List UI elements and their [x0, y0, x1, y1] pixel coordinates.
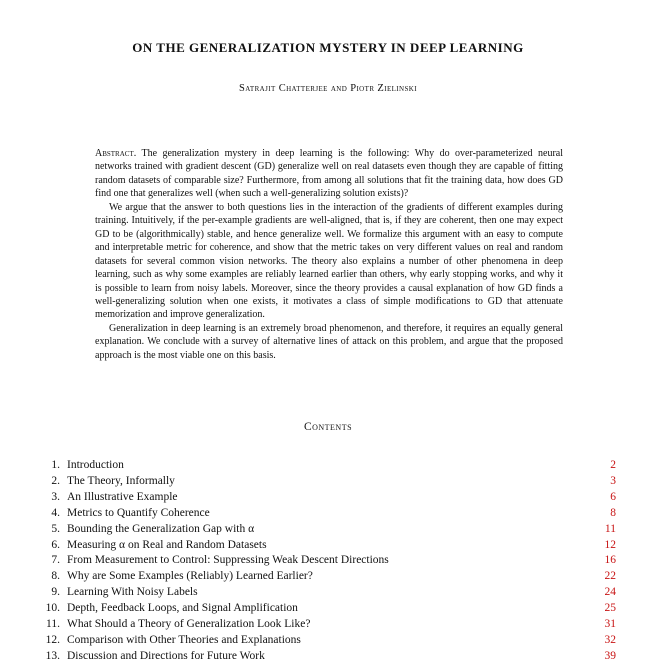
toc-entry-page-link[interactable]: 25 — [604, 602, 616, 615]
toc-entry-title: From Measurement to Control: Suppressing Weak Descent Directions — [67, 554, 389, 567]
abstract-paragraph: Generalization in deep learning is an extremely broad phenomenon, and therefore, it requires an equally general explanation. We conclude with a survey of alternative lines of attack on this problem, and argue that the proposed approach is the most viable one on this basis. — [95, 322, 563, 361]
toc-entry-page-link[interactable]: 11 — [604, 522, 616, 535]
toc-entry-number: 9. — [51, 586, 60, 599]
toc-entry-number: 11. — [46, 618, 60, 631]
toc-entry-page-link[interactable]: 6 — [610, 490, 616, 503]
toc-entry-number: 2. — [51, 474, 60, 487]
toc-entry-number: 3. — [51, 490, 60, 503]
toc-entry-number: 13. — [45, 649, 60, 662]
toc-entry-title: An Illustrative Example — [67, 490, 178, 503]
toc-entry-page-link[interactable]: 3 — [610, 474, 616, 487]
toc-entry-page-link[interactable]: 8 — [610, 506, 616, 519]
toc-entry-title: Learning With Noisy Labels — [67, 586, 198, 599]
contents-heading: Contents — [303, 421, 353, 433]
paper-authors: Satrajit Chatterjee and Piotr Zielinski — [239, 83, 417, 94]
toc-entry-title: What Should a Theory of Generalization Look Like? — [67, 618, 311, 631]
toc-entry — [40, 522, 616, 538]
toc-entry-number: 10. — [45, 602, 60, 615]
toc-entry-title: Metrics to Quantify Coherence — [67, 506, 210, 519]
toc-entry — [40, 458, 616, 474]
table-of-contents — [40, 458, 616, 665]
toc-entry-title: Depth, Feedback Loops, and Signal Amplification — [67, 602, 298, 615]
paper-title: ON THE GENERALIZATION MYSTERY IN DEEP LEARNING — [132, 40, 524, 55]
toc-entry — [40, 617, 616, 633]
toc-entry — [40, 649, 616, 665]
toc-entry-title: Bounding the Generalization Gap with α — [67, 522, 255, 535]
toc-entry — [40, 474, 616, 490]
abstract-label: Abstract. — [95, 148, 137, 159]
toc-entry-page-link[interactable]: 31 — [604, 618, 616, 631]
toc-entry-title: Measuring α on Real and Random Datasets — [67, 538, 267, 551]
toc-entry-page-link[interactable]: 2 — [610, 459, 616, 471]
toc-entry-title: Why are Some Examples (Reliably) Learned Earlier? — [67, 570, 313, 583]
abstract-section — [95, 147, 563, 362]
toc-entry-title: Introduction — [67, 459, 124, 471]
toc-entry — [40, 553, 616, 569]
toc-entry — [40, 585, 616, 601]
abstract-paragraph: We argue that the answer to both questions lies in the interaction of the gradients of different examples during training. Intuitively, if the per-example gradients are well-aligned, that is, if they are coherent, then one may expect GD to be (algorithmically) stable, and hence generalize well. We formalize this argument with an easy to compute and interpretable metric for coherence, and show that the metric takes on very different values on real and random datasets for several common vision networks. The theory also explains a number of other phenomena in deep learning, such as why some examples are reliably learned earlier than others, why early stopping works, and why it is possible to learn from noisy labels. Moreover, since the theory provides a causal explanation of how GD finds a well-generalizing solution when one exists, it motivates a class of simple modifications to GD that attenuate memorization and improve generalization. — [95, 201, 563, 321]
toc-entry-page-link[interactable]: 16 — [604, 554, 616, 567]
toc-entry-number: 5. — [51, 522, 60, 535]
toc-entry-page-link[interactable]: 12 — [604, 538, 616, 551]
toc-entry — [40, 506, 616, 522]
toc-entry-number: 8. — [51, 570, 60, 583]
toc-entry-number: 7. — [51, 554, 60, 567]
abstract-text: The generalization mystery in deep learning is the following: Why do over-parameterized neural networks trained with gradient descent (GD) generalize well on real datasets even though they are capable of fitting random datasets of comparable size? Furthermore, from among all solutions that fit the training data, how does GD find one that generalizes well (when such a well-generalizing solution exists)? — [95, 148, 563, 200]
toc-entry-number: 12. — [45, 633, 60, 646]
toc-entry-title: Comparison with Other Theories and Explanations — [67, 633, 301, 646]
toc-entry-page-link[interactable]: 22 — [604, 570, 616, 583]
toc-entry-number: 6. — [51, 538, 60, 551]
toc-entry-page-link[interactable]: 32 — [604, 633, 616, 646]
toc-entry — [40, 490, 616, 506]
toc-entry-page-link[interactable]: 39 — [604, 649, 616, 662]
toc-entry — [40, 601, 616, 617]
toc-entry-title: Discussion and Directions for Future Work — [67, 649, 265, 662]
toc-entry — [40, 633, 616, 649]
toc-entry — [40, 538, 616, 554]
toc-entry-page-link[interactable]: 24 — [604, 586, 616, 599]
toc-entry-number: 4. — [51, 506, 60, 519]
toc-entry — [40, 569, 616, 585]
abstract-paragraph — [95, 147, 563, 201]
toc-entry-number: 1. — [51, 459, 60, 471]
toc-entry-title: The Theory, Informally — [67, 474, 175, 487]
